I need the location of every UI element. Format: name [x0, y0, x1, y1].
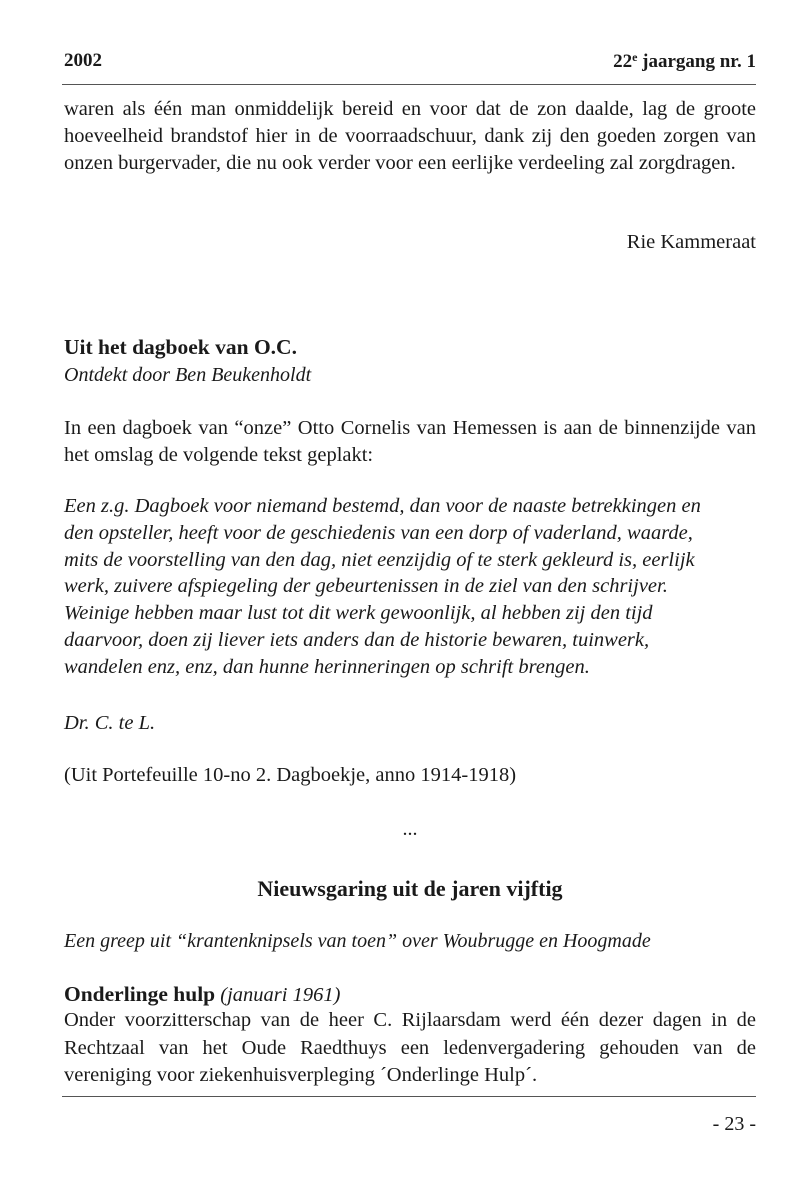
- quote-line: daarvoor, doen zij liever iets anders dan de historie bewaren, tuinwerk,: [64, 628, 650, 651]
- intro-author: Rie Kammeraat: [626, 231, 756, 253]
- news-item-text: Onder voorzitterschap van de heer C. Rijlaarsdam werd één dezer dagen in de Rechtzaal van het Oude Raedthuys een ledenvergadering gehouden van de vereniging voor ziekenhuisverpleging ´Onderlinge Hulp´.: [64, 1009, 756, 1086]
- page-number: - 23 -: [712, 1113, 756, 1135]
- quote-line: mits de voorstelling van den dag, niet eenzijdig of te sterk gekleurd is, eerlijk: [64, 548, 695, 571]
- quote-line: Een z.g. Dagboek voor niemand bestemd, dan voor de naaste betrekkingen en: [64, 495, 701, 517]
- section1-subtitle: Ontdekt door Ben Beukenholdt: [64, 364, 312, 386]
- news-item-date: (januari 1961): [215, 984, 341, 1006]
- intro-paragraph: waren als één man onmiddelijk bereid en voor dat de zon daalde, lag de groote hoeveelheid brandstof hier in de voorraadschuur, dank zij den goeden zorgen van onzen burgervader, die nu ook verder voor een eerlijke verdeeling zal zorgdragen.: [64, 98, 756, 174]
- quote-line: den opsteller, heeft voor de geschiedenis van een dorp of vaderland, waarde,: [64, 521, 693, 544]
- section2-subtitle: Een greep uit “krantenknipsels van toen” over Woubrugge en Hoogmade: [64, 930, 651, 952]
- footer-rule: [62, 1096, 756, 1097]
- section-separator: ...: [402, 818, 418, 840]
- news-item-title: Onderlinge hulp: [64, 982, 216, 1006]
- quote-line: Weinige hebben maar lust tot dit werk gewoonlijk, al hebben zij den tijd: [64, 602, 653, 625]
- quote-source: (Uit Portefeuille 10-no 2. Dagboekje, anno 1914-1918): [64, 764, 517, 786]
- page-header: [64, 50, 756, 76]
- quote-line: wandelen enz, enz, dan hunne herinneringen op schrift brengen.: [64, 655, 590, 678]
- section1-paragraph: In een dagboek van “onze” Otto Cornelis van Hemessen is aan de binnenzijde van het omslag de volgende tekst geplakt:: [64, 417, 756, 466]
- header-volume: 22e jaargang nr. 1: [613, 50, 756, 72]
- header-year: 2002: [64, 50, 102, 71]
- section1-title: Uit het dagboek van O.C.: [64, 335, 297, 359]
- header-rule: [62, 84, 756, 85]
- news-item-heading: [64, 982, 340, 1007]
- section2-title: Nieuwsgaring uit de jaren vijftig: [257, 876, 563, 901]
- quote-signature: Dr. C. te L.: [64, 712, 156, 734]
- quote-line: werk, zuivere afspiegeling der gebeurtenissen in de ziel van den schrijver.: [64, 575, 668, 598]
- section1-quote: [64, 493, 756, 681]
